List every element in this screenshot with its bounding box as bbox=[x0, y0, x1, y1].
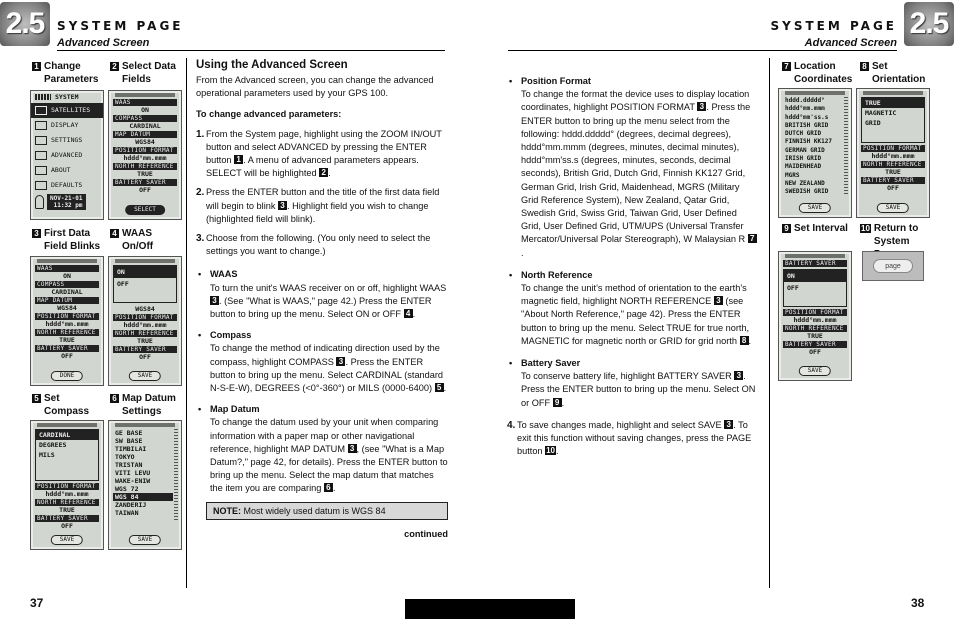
location-option[interactable]: IRISH GRID bbox=[785, 155, 822, 163]
header-subtitle-left: Advanced Screen bbox=[57, 37, 150, 49]
north-option-true[interactable]: TRUE bbox=[862, 98, 924, 108]
field-datum-value: WGS84 bbox=[57, 304, 77, 312]
satellite-icon bbox=[35, 106, 47, 115]
step-2 bbox=[196, 186, 448, 226]
field-compass-label[interactable]: COMPASS bbox=[113, 115, 177, 122]
field-battery-label[interactable]: BATTERY SAVER bbox=[35, 515, 99, 522]
screen-title-bar bbox=[863, 91, 923, 95]
screen-map-datum bbox=[108, 420, 182, 550]
battery-option-on[interactable]: ON bbox=[784, 270, 846, 282]
paragraph-text: To change the unit's method of orientation to the earth's magnetic field, highlight NORTH REFERENCE bbox=[521, 283, 747, 307]
menu-item-label: SATELLITES bbox=[51, 106, 91, 114]
paragraph-text: To change the datum used by your unit when comparing information with a paper map or other navigational reference, highlight MAP DATUM bbox=[210, 417, 439, 454]
settings-icon bbox=[35, 136, 47, 145]
figure-ref: 6 bbox=[324, 483, 333, 492]
paragraph-text: . Press the ENTER button to bring up the menu. Select CARDINAL (standard N-S-E-W), DEGREES (<0°-360°) or MILS (0000-6400) bbox=[210, 356, 444, 394]
field-battery-value: OFF bbox=[139, 353, 151, 361]
screen-select-data-fields bbox=[108, 90, 182, 220]
field-datum-label[interactable]: MAP DATUM bbox=[113, 131, 177, 138]
step-text: Press the ENTER button and the title of the first data field will begin to blink bbox=[206, 187, 440, 211]
figure-number: 6 bbox=[110, 394, 119, 403]
field-north-label[interactable]: NORTH REFERENCE bbox=[861, 161, 925, 168]
datum-option[interactable]: TIMBILAI bbox=[115, 445, 147, 453]
save-button[interactable]: SAVE bbox=[877, 203, 909, 213]
waas-paragraph: To turn the unit's WAAS receiver on or off, highlight WAAS 3 . (See "What is WAAS," page 42.) Press the ENTER button to bring up the menu. Select ON or OFF 4 . bbox=[210, 282, 447, 320]
position-format-paragraph: To change the format the device uses to display location coordinates, highlight POSITION FORMAT 3 . Press the ENTER button to bring up the menu select from the following: hddd.ddddd° (degrees, decimal degrees), hddd°mm.mmm (degrees, minutes, decimal minutes), hddd°mm'ss.s (degrees, minutes, seconds, decimal seconds), British Grid, Dutch Grid, Finnish KK127 Grid, German Grid, Irish Grid, Maidenhead, MGRS (Military Grid Reference System), New Zealand, Qatar Grid, Swedish Grid, Swiss Grid, Taiwan Grid, User Defined Grid, User Defined Grid, UTM/UPS (Universal Transfer Mercator/Universal Polar Stereograph), W Malaysian R 7. bbox=[507, 88, 759, 260]
save-button[interactable]: SAVE bbox=[799, 203, 831, 213]
north-option-magnetic[interactable]: MAGNETIC bbox=[865, 109, 897, 117]
figure-number: 4 bbox=[110, 229, 119, 238]
screen-location-coordinates bbox=[778, 88, 852, 218]
field-position-label[interactable]: POSITION FORMAT bbox=[113, 147, 177, 154]
paragraph-text: . (See "What is WAAS," page 42.) Press the ENTER button to bring up the menu. Select ON or OFF bbox=[210, 295, 432, 320]
figure-caption-text: Return to System bbox=[873, 223, 919, 247]
figure-caption-9 bbox=[782, 222, 854, 235]
compass-paragraph: To change the method of indicating direction used by the compass, highlight COMPASS 3 . Press the ENTER button to bring up the menu. Select CARDINAL (standard N-S-E-W), DEGREES (<0°-360°) or MILS (0000-6400) 5 . bbox=[210, 343, 447, 394]
location-option[interactable]: MAIDENHEAD bbox=[785, 163, 822, 171]
field-position-label[interactable]: POSITION FORMAT bbox=[783, 309, 847, 316]
save-button[interactable]: SAVE bbox=[51, 535, 83, 545]
screen-title-bar bbox=[115, 259, 175, 263]
field-battery-value: OFF bbox=[139, 186, 151, 194]
field-battery-value: OFF bbox=[61, 352, 73, 360]
step-text: . A menu of advanced parameters appears. SELECT will be highlighted bbox=[206, 155, 419, 179]
field-north-label[interactable]: NORTH REFERENCE bbox=[113, 163, 177, 170]
field-north-label[interactable]: NORTH REFERENCE bbox=[113, 330, 177, 337]
figure-number: 1 bbox=[32, 62, 41, 71]
figure-number: 10 bbox=[861, 224, 870, 233]
page-button-image bbox=[862, 251, 924, 281]
figure-number: 5 bbox=[32, 394, 41, 403]
left-text-column bbox=[196, 58, 448, 541]
field-battery-label[interactable]: BATTERY SAVER bbox=[113, 346, 177, 353]
menu-title-text: SYSTEM bbox=[55, 93, 79, 101]
paragraph-text: To conserve battery life, highlight BATTERY SAVER bbox=[521, 371, 732, 382]
field-waas-value: ON bbox=[141, 106, 149, 114]
compass-option-degrees[interactable]: DEGREES bbox=[39, 441, 67, 449]
compass-option-mils[interactable]: MILS bbox=[39, 451, 55, 459]
menu-time: 11:32 pm bbox=[53, 202, 83, 209]
field-north-value: TRUE bbox=[137, 170, 153, 178]
figure-caption-text: WAAS On/Off bbox=[122, 228, 154, 252]
field-datum-label[interactable]: MAP DATUM bbox=[35, 297, 99, 304]
waas-option-on[interactable]: ON bbox=[114, 266, 176, 278]
about-icon bbox=[35, 166, 47, 175]
lightbulb-icon bbox=[35, 195, 44, 209]
signal-icon bbox=[35, 94, 51, 100]
field-north-label[interactable]: NORTH REFERENCE bbox=[783, 325, 847, 332]
field-waas-value: ON bbox=[63, 272, 71, 280]
location-option[interactable]: FINNISH KK127 bbox=[785, 138, 832, 146]
field-north-value: TRUE bbox=[885, 168, 901, 176]
location-option[interactable]: hddd°mm.mmm bbox=[785, 105, 825, 113]
screen-set-orientation bbox=[856, 88, 930, 218]
intro-paragraph: From the Advanced screen, you can change the advanced operational parameters used by your GPS 100. bbox=[196, 75, 434, 99]
save-button[interactable]: SAVE bbox=[799, 366, 831, 376]
field-position-label[interactable]: POSITION FORMAT bbox=[113, 314, 177, 321]
paragraph-text: To change the method of indicating direction used by the compass, highlight COMPASS bbox=[210, 343, 440, 367]
field-battery-label[interactable]: BATTERY SAVER bbox=[35, 345, 99, 352]
menu-title bbox=[31, 91, 103, 103]
figure-ref: 3 bbox=[724, 420, 733, 429]
figure-caption-1 bbox=[32, 60, 104, 86]
north-reference-title: • North Reference bbox=[507, 269, 759, 282]
field-position-value: hddd°mm.mmm bbox=[871, 152, 915, 160]
battery-saver-paragraph: To conserve battery life, highlight BATTERY SAVER 3 . Press the ENTER button to bring up the menu. Select ON or OFF 9 . bbox=[521, 371, 756, 408]
figure-number: 2 bbox=[110, 62, 119, 71]
figure-caption-text: Set Compass bbox=[44, 393, 90, 417]
column-divider-left bbox=[186, 58, 187, 588]
field-position-value: hddd°mm.mmm bbox=[45, 320, 89, 328]
step-1: 1. From the System page, highlight using the ZOOM IN/OUT button and select ADVANCED by pressing the ENTER button 1 . A menu of advanced parameters appears. SELECT will be highlighted 2 . bbox=[196, 128, 448, 181]
menu-item-about[interactable] bbox=[31, 163, 103, 178]
location-option[interactable]: SWEDISH GRID bbox=[785, 188, 829, 196]
screen-title-bar bbox=[115, 423, 175, 427]
figure-caption-text: Location Coordinates bbox=[794, 61, 853, 85]
step-3 bbox=[196, 232, 448, 258]
location-option[interactable]: hddd.ddddd° bbox=[785, 97, 825, 104]
field-datum-value: WGS84 bbox=[135, 138, 155, 146]
field-compass-value: CARDINAL bbox=[51, 288, 83, 296]
field-battery-label[interactable]: BATTERY SAVER bbox=[861, 177, 925, 184]
figure-caption-text: Set Orientation bbox=[872, 61, 926, 85]
figure-caption-text: Map Datum Settings bbox=[122, 393, 176, 417]
screen-first-field-blinks bbox=[30, 256, 104, 386]
menu-item-label: ABOUT bbox=[51, 166, 71, 174]
screen-title-bar bbox=[37, 423, 97, 427]
figure-caption-7 bbox=[782, 60, 854, 86]
datum-option[interactable]: GE BASE bbox=[115, 429, 143, 437]
field-battery-value: OFF bbox=[61, 522, 73, 530]
field-battery-label[interactable]: BATTERY SAVER bbox=[783, 260, 847, 267]
field-compass-value: CARDINAL bbox=[129, 122, 161, 130]
paragraph-text: , (see "What is a Map Datum?," page 42, for details). Press the ENTER button to bring up the menu. Select the map datum that matches the item you are comparing bbox=[210, 443, 448, 494]
menu-item-label: SETTINGS bbox=[51, 136, 83, 144]
note-label: NOTE: bbox=[213, 505, 241, 516]
menu-item-display[interactable] bbox=[31, 118, 103, 133]
step-number: 1. bbox=[196, 128, 205, 140]
figure-caption-text: Change Parameters bbox=[44, 61, 99, 85]
datum-option[interactable]: TRISTAN bbox=[115, 461, 143, 469]
paragraph-text: (see "About North Reference," page 42). Press the ENTER button to bring up the menu. Select TRUE for true north, MAGNETIC for magnetic north or GRID for grid north bbox=[521, 296, 750, 346]
figure-ref: 3 bbox=[697, 102, 706, 111]
screen-title-bar bbox=[785, 254, 845, 258]
figure-caption-text: Set Interval bbox=[794, 223, 848, 234]
location-option[interactable]: MGRS bbox=[785, 171, 800, 179]
battery-saver-title: • Battery Saver bbox=[507, 357, 759, 370]
defaults-icon bbox=[35, 181, 47, 190]
scrollbar[interactable] bbox=[174, 429, 178, 521]
step-number: 4. bbox=[507, 419, 516, 431]
figure-number: 9 bbox=[782, 224, 791, 233]
figure-number: 3 bbox=[32, 229, 41, 238]
compass-option-cardinal[interactable]: CARDINAL bbox=[36, 430, 98, 440]
field-battery-label[interactable]: BATTERY SAVER bbox=[113, 179, 177, 186]
page-number-left: 37 bbox=[30, 596, 44, 610]
menu-date: NOV-21-01 bbox=[50, 195, 83, 202]
figure-number: 7 bbox=[782, 62, 791, 71]
datum-option[interactable]: VITI LEVU bbox=[115, 469, 151, 477]
field-battery-value: OFF bbox=[887, 184, 899, 192]
step-text: To save changes made, highlight and select SAVE bbox=[517, 419, 722, 430]
step-text: . To exit this function without saving changes, press the PAGE button bbox=[517, 419, 752, 457]
figure-caption-3 bbox=[32, 227, 104, 253]
menu-item-label: ADVANCED bbox=[51, 151, 83, 159]
datum-list[interactable] bbox=[113, 429, 173, 517]
section-heading: Using the Advanced Screen bbox=[196, 59, 348, 71]
scrollbar[interactable] bbox=[844, 97, 848, 195]
screen-title-bar bbox=[785, 91, 845, 95]
display-icon bbox=[35, 121, 47, 130]
figure-caption-4 bbox=[110, 227, 184, 253]
paragraph-text: To change the format the device uses to display location coordinates, highlight POSITION FORMAT bbox=[521, 89, 750, 113]
figure-ref: 3 bbox=[336, 357, 345, 366]
screen-set-compass bbox=[30, 420, 104, 550]
datum-option[interactable]: WGS 72 bbox=[115, 485, 139, 493]
field-position-value: hddd°mm.mmm bbox=[123, 154, 167, 162]
select-button[interactable]: SELECT bbox=[125, 205, 165, 215]
location-option[interactable]: GERMAN GRID bbox=[785, 146, 825, 154]
field-north-value: TRUE bbox=[807, 332, 823, 340]
menu-item-defaults[interactable] bbox=[31, 178, 103, 193]
field-position-value: hddd°mm.mmm bbox=[123, 321, 167, 329]
figure-caption-6 bbox=[110, 392, 184, 418]
datum-option[interactable]: SW BASE bbox=[115, 437, 143, 445]
step-number: 2. bbox=[196, 187, 205, 199]
continued-label: continued bbox=[404, 528, 448, 539]
field-battery-value: OFF bbox=[809, 348, 821, 356]
figure-caption-text: First Data Field Blinks bbox=[44, 228, 101, 252]
waas-dropdown[interactable] bbox=[113, 265, 177, 303]
field-position-value: hddd°mm.mmm bbox=[45, 490, 89, 498]
screen-title-bar bbox=[37, 259, 97, 263]
figure-ref: 7 bbox=[748, 234, 757, 243]
figure-caption-2 bbox=[110, 60, 182, 86]
figure-ref: 3 bbox=[734, 371, 743, 380]
field-datum-value: WGS84 bbox=[135, 305, 155, 313]
figure-ref: 3 bbox=[210, 296, 219, 305]
field-north-value: TRUE bbox=[59, 506, 75, 514]
menu-item-settings[interactable] bbox=[31, 133, 103, 148]
datum-option-selected[interactable]: WGS 84 bbox=[113, 493, 173, 501]
menu-item-label: DEFAULTS bbox=[51, 181, 83, 189]
header-title-right: SYSTEM PAGE bbox=[770, 19, 897, 33]
menu-datetime bbox=[31, 194, 103, 210]
location-option[interactable]: NEW ZEALAND bbox=[785, 179, 825, 187]
figure-caption-8 bbox=[860, 60, 932, 86]
location-format-list[interactable] bbox=[783, 97, 843, 197]
header-rule-left bbox=[57, 50, 445, 51]
step-text: Choose from the following. (You only need to select the settings you want to change.) bbox=[206, 233, 431, 257]
menu-item-satellites[interactable] bbox=[31, 103, 103, 118]
header-rule-right bbox=[508, 50, 897, 51]
figure-caption-5 bbox=[32, 392, 106, 418]
column-divider-right bbox=[769, 58, 770, 588]
location-option[interactable]: BRITISH GRID bbox=[785, 121, 829, 129]
datum-option[interactable]: ZANDERIJ bbox=[115, 501, 147, 509]
field-waas-label[interactable]: WAAS bbox=[113, 99, 177, 106]
figure-ref: 5 bbox=[435, 383, 444, 392]
datum-paragraph: To change the datum used by your unit when comparing information with a paper map or other navigational reference, highlight MAP DATUM 3 , (see "What is a Map Datum?," page 42, for details). Press the ENTER button to bring up the menu. Select the map datum that matches the item you are comparing 6 . bbox=[210, 417, 448, 494]
field-north-value: TRUE bbox=[137, 337, 153, 345]
save-button[interactable]: SAVE bbox=[129, 535, 161, 545]
field-position-label[interactable]: POSITION FORMAT bbox=[861, 145, 925, 152]
page-number-right: 38 bbox=[911, 596, 925, 610]
procedure-heading: To change advanced parameters: bbox=[196, 109, 342, 120]
note-box bbox=[206, 502, 448, 520]
advanced-icon bbox=[35, 151, 47, 160]
section-badge-right: 2.5 bbox=[904, 2, 954, 46]
waas-option-off[interactable]: OFF bbox=[117, 280, 129, 288]
step-text: . Highlight field you wish to change (highlighted field will blink). bbox=[206, 200, 429, 224]
compass-dropdown[interactable] bbox=[35, 429, 99, 481]
location-option[interactable]: hddd°mm'ss.s bbox=[785, 113, 829, 121]
step-4: 4. To save changes made, highlight and select SAVE 3 . To exit this function without saving changes, press the PAGE button 10. bbox=[507, 419, 759, 459]
paragraph-text: To turn the unit's WAAS receiver on or off, highlight WAAS bbox=[210, 282, 447, 293]
page-button[interactable]: page bbox=[873, 259, 913, 273]
field-position-label[interactable]: POSITION FORMAT bbox=[35, 483, 99, 490]
datum-title: • Map Datum bbox=[196, 403, 448, 416]
field-compass-label[interactable]: COMPASS bbox=[35, 281, 99, 288]
field-position-value: hddd°mm.mmm bbox=[793, 316, 837, 324]
right-text-column bbox=[507, 75, 759, 458]
datum-option[interactable]: TOKYO bbox=[115, 453, 135, 461]
header-title-left: SYSTEM PAGE bbox=[57, 19, 184, 33]
battery-saver-dropdown[interactable] bbox=[783, 269, 847, 307]
figure-ref: 4 bbox=[404, 309, 413, 318]
datum-option[interactable]: TAIWAN bbox=[115, 509, 139, 517]
north-reference-paragraph: To change the unit's method of orientation to the earth's magnetic field, highlight NORTH REFERENCE 3 (see "About North Reference," page 42). Press the ENTER button to bring up the menu. Select TRUE for true north, MAGNETIC for magnetic north or GRID for grid north 8 . bbox=[521, 283, 752, 346]
field-position-label[interactable]: POSITION FORMAT bbox=[35, 313, 99, 320]
note-text: Most widely used datum is WGS 84 bbox=[243, 505, 386, 516]
menu-item-advanced[interactable] bbox=[31, 148, 103, 163]
field-north-label[interactable]: NORTH REFERENCE bbox=[35, 499, 99, 506]
save-button[interactable]: SAVE bbox=[129, 371, 161, 381]
screen-title-bar bbox=[115, 93, 175, 97]
field-waas-label[interactable]: WAAS bbox=[35, 265, 99, 272]
figure-caption-text: Select Data Fields bbox=[122, 61, 176, 85]
footer-black-bar bbox=[405, 599, 575, 619]
menu-item-label: DISPLAY bbox=[51, 121, 79, 129]
figure-ref: 3 bbox=[278, 201, 287, 210]
figure-ref: 8 bbox=[740, 336, 749, 345]
waas-title: • WAAS bbox=[196, 268, 448, 281]
screen-set-interval bbox=[778, 251, 852, 381]
header-subtitle-right: Advanced Screen bbox=[804, 37, 897, 49]
north-option-grid[interactable]: GRID bbox=[865, 119, 881, 127]
location-option[interactable]: DUTCH GRID bbox=[785, 130, 822, 138]
position-format-title: • Position Format bbox=[507, 75, 759, 88]
figure-ref: 9 bbox=[553, 398, 562, 407]
figure-number: 8 bbox=[860, 62, 869, 71]
screen-waas-on-off bbox=[108, 256, 182, 386]
datum-option[interactable]: WAKE-ENIW bbox=[115, 477, 151, 485]
figure-ref: 1 bbox=[234, 155, 243, 164]
field-battery-label[interactable]: BATTERY SAVER bbox=[783, 341, 847, 348]
screen-system-menu bbox=[30, 90, 104, 220]
figure-ref: 10 bbox=[546, 446, 556, 456]
figure-ref: 3 bbox=[348, 444, 357, 453]
field-north-label[interactable]: NORTH REFERENCE bbox=[35, 329, 99, 336]
section-badge-left: 2.5 bbox=[0, 2, 50, 46]
done-button[interactable]: DONE bbox=[51, 371, 83, 381]
field-north-value: TRUE bbox=[59, 336, 75, 344]
battery-option-off[interactable]: OFF bbox=[787, 284, 799, 292]
paragraph-text: . Press the ENTER button to bring up the menu. Select ON or OFF bbox=[521, 371, 756, 408]
figure-ref: 3 bbox=[714, 296, 723, 305]
figure-ref: 2 bbox=[319, 168, 328, 177]
north-reference-dropdown[interactable] bbox=[861, 97, 925, 143]
step-text: From the System page, highlight using the ZOOM IN/OUT button and select ADVANCED by pressing the ENTER button bbox=[206, 128, 442, 166]
compass-title: • Compass bbox=[196, 329, 448, 342]
paragraph-text: . Press the ENTER button to bring up the menu select from the following: hddd.ddddd° (degrees, decimal degrees), hddd°mm.mmm (degrees, minutes, decimal minutes), hddd°mm'ss.s (degrees, minutes, seconds, decimal seconds), British Grid, Dutch Grid, Finnish KK127 Grid, German Grid, Irish Grid, Maidenhead, MGRS (Military Grid Reference System), New Zealand, Qatar Grid, Swedish Grid, Swiss Grid, Taiwan Grid, User Defined Grid, User Defined Grid, UTM/UPS (Universal Transfer Mercator/Universal Polar Stereograph), W Malaysian R bbox=[521, 102, 751, 245]
step-number: 3. bbox=[196, 233, 205, 245]
